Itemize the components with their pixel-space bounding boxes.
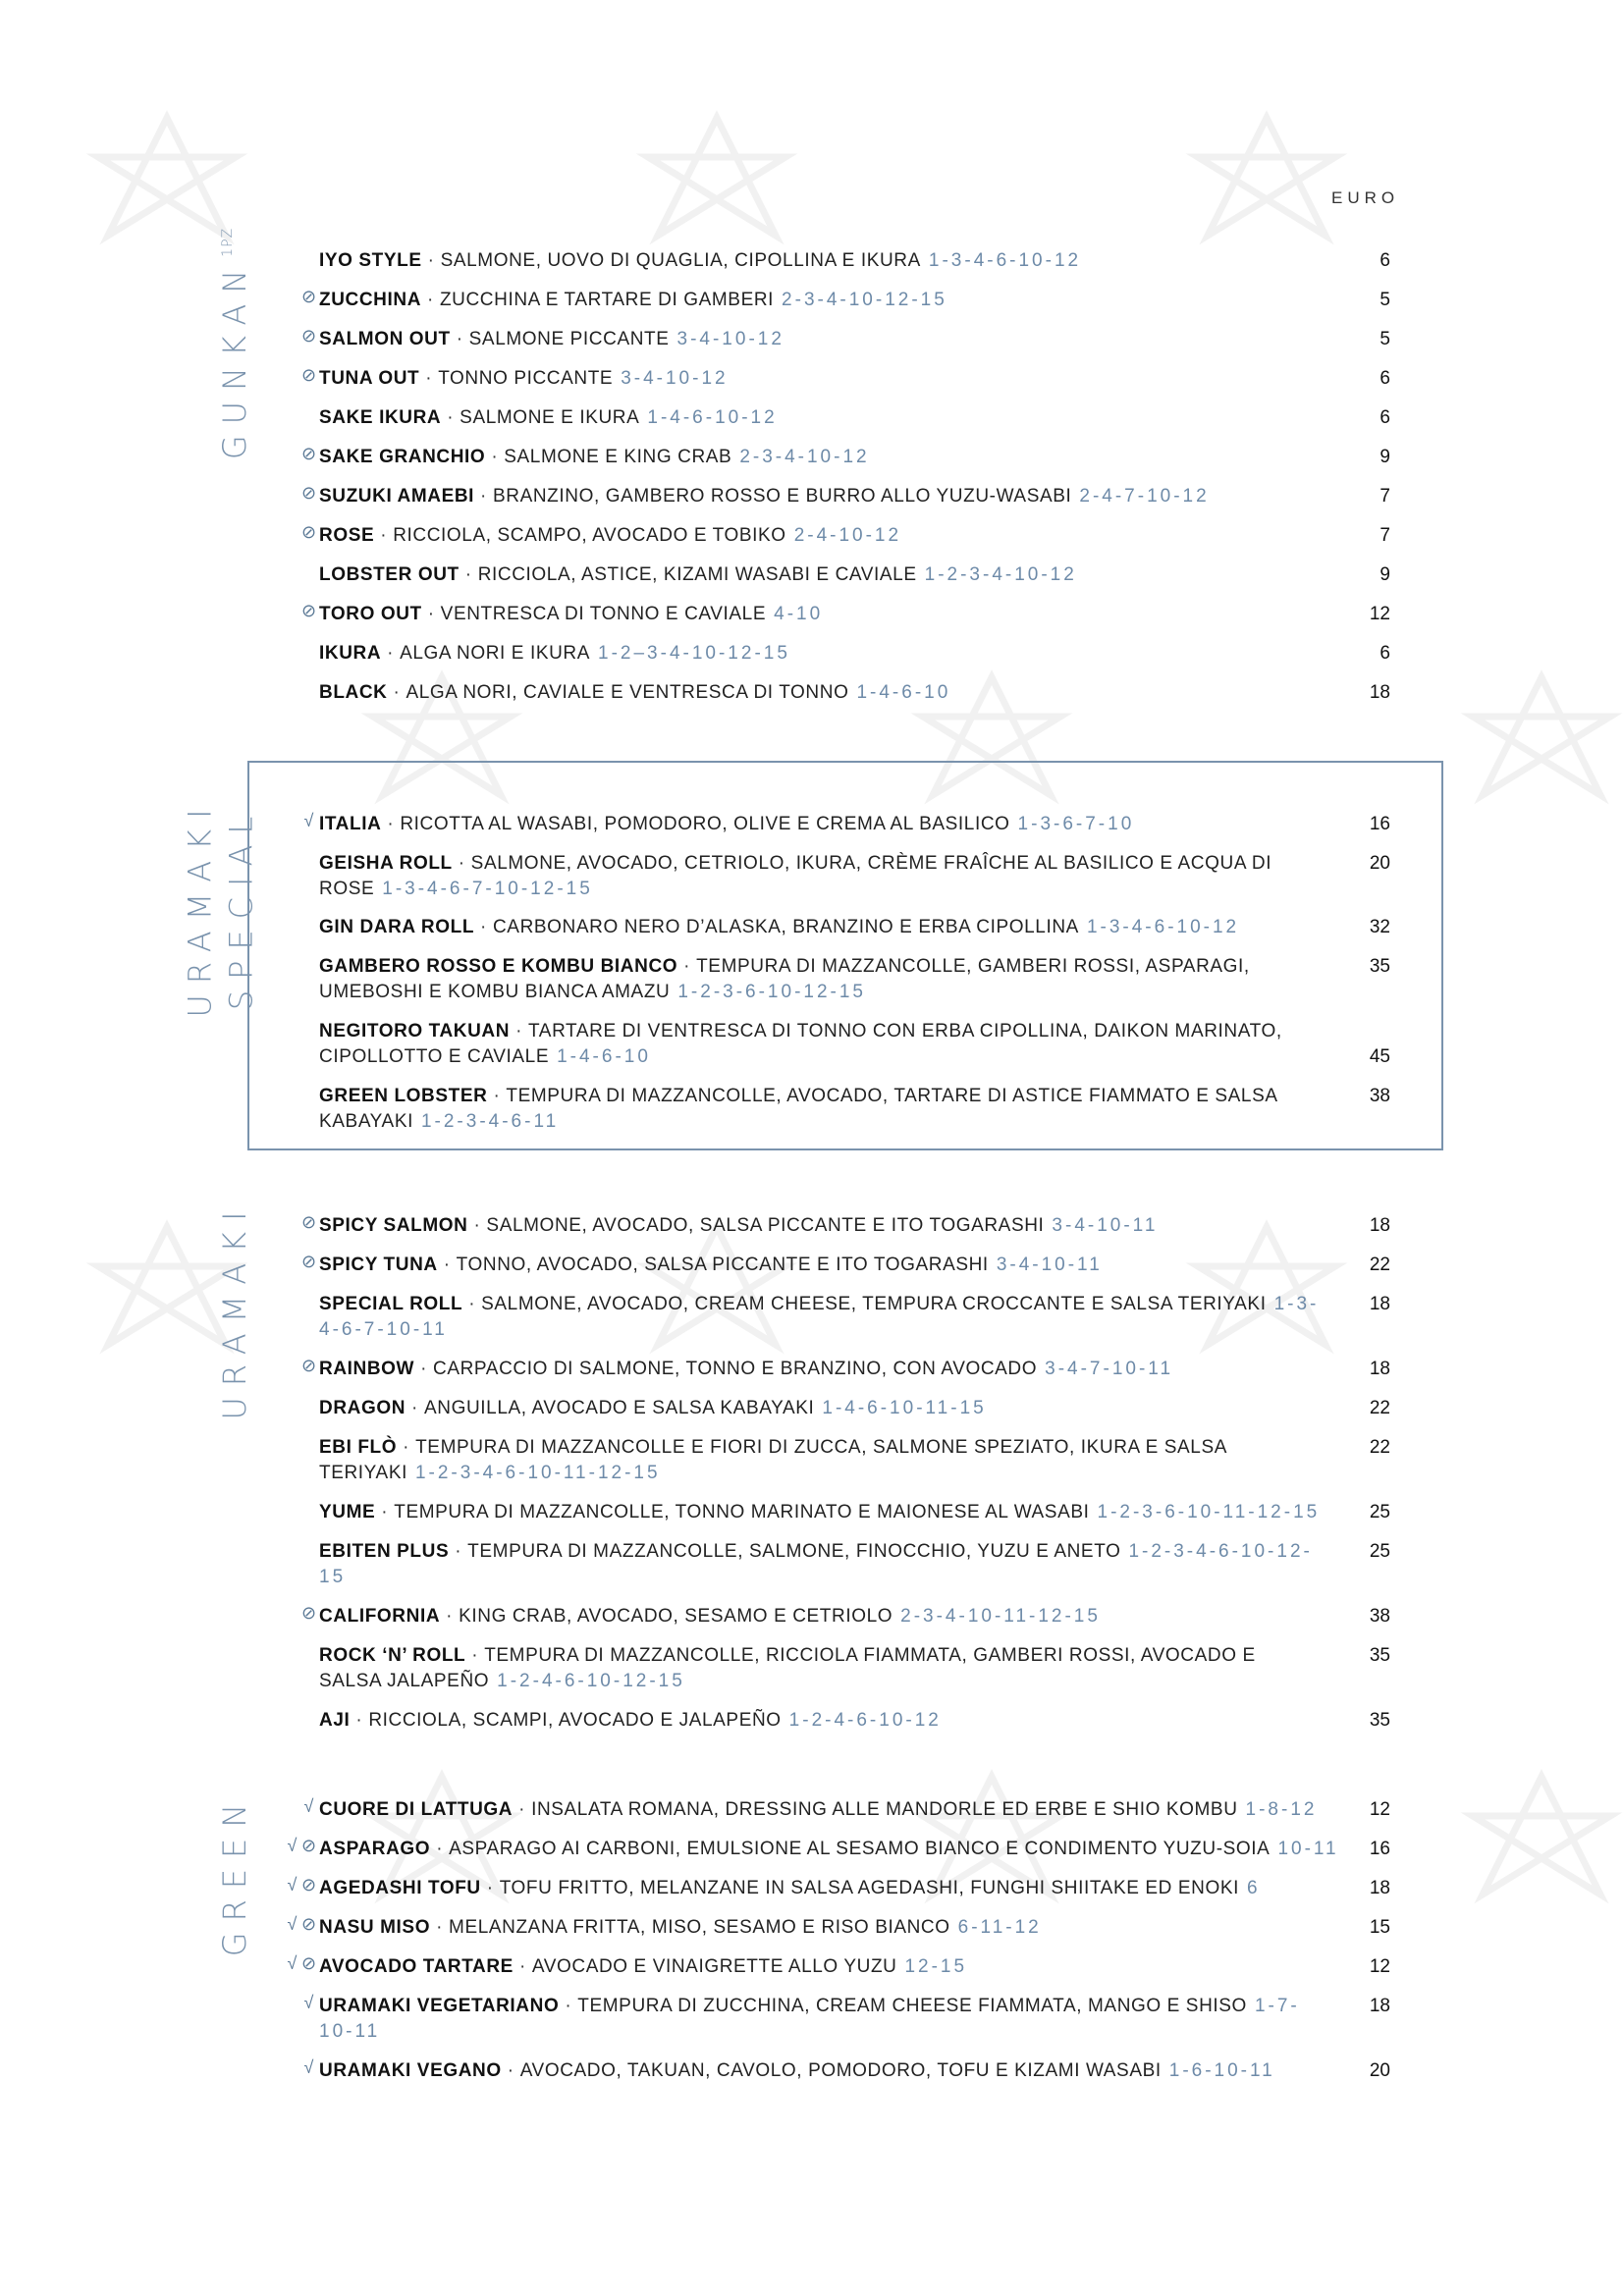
item-icons [301, 1356, 316, 1376]
item-description: INSALATA ROMANA, DRESSING ALLE MANDORLE ED ERBE E SHIO KOMBU [531, 1799, 1238, 1820]
item-allergens: 1-4-6-10-12 [647, 407, 778, 428]
no-gluten-icon: ⊘ [301, 483, 317, 503]
item-name: URAMAKI VEGETARIANO [319, 1996, 560, 2016]
watermark-logo-icon [648, 118, 785, 236]
item-name: ROCK ‘N’ ROLL [319, 1645, 466, 1666]
section-title: URAMAKI [216, 1201, 254, 1420]
item-icons [301, 1993, 316, 2013]
section-title-sup: 1PZ [220, 227, 237, 257]
item-icons [301, 1796, 316, 1817]
item-description: TONNO, AVOCADO, SALSA PICCANTE E ITO TOGARASHI [456, 1255, 989, 1275]
item-description: RICOTTA AL WASABI, POMODORO, OLIVE E CREMA AL BASILICO [400, 814, 1010, 834]
separator: · [447, 407, 455, 428]
item-price: 12 [1369, 1799, 1390, 1820]
no-gluten-icon: ⊘ [301, 1603, 317, 1623]
item-allergens: 1-2-4-6-10-12-15 [497, 1671, 685, 1691]
item-allergens: 10-11 [1277, 1839, 1339, 1859]
item-description: MELANZANA FRITTA, MISO, SESAMO E RISO BIANCO [449, 1917, 950, 1938]
item-price: 22 [1369, 1255, 1390, 1275]
item-text [319, 1915, 1340, 1941]
separator: · [411, 1398, 418, 1418]
currency-label: EURO [1331, 188, 1400, 207]
item-price: 18 [1369, 682, 1390, 703]
item-name: LOBSTER OUT [319, 564, 460, 585]
item-allergens: 1-2-3-4-6-11 [420, 1111, 560, 1132]
item-allergens: 3-4-7-10-11 [1045, 1359, 1174, 1379]
item-allergens: 1-6-10-11 [1168, 2060, 1275, 2081]
item-text [319, 1797, 1340, 1823]
item-description: TEMPURA DI ZUCCHINA, CREAM CHEESE FIAMMATA, MANGO E SHISO [577, 1996, 1247, 2016]
item-name: GREEN LOBSTER [319, 1086, 488, 1106]
item-price: 25 [1369, 1502, 1390, 1522]
item-price: 22 [1369, 1398, 1390, 1418]
item-name: GAMBERO ROSSO E KOMBU BIANCO [319, 956, 678, 977]
item-text [319, 915, 1340, 940]
item-price: 20 [1369, 2060, 1390, 2081]
watermark-logo-icon [1473, 1777, 1610, 1895]
item-text [319, 1500, 1340, 1525]
separator: · [380, 525, 388, 546]
item-icons [285, 1914, 316, 1935]
item-name: NASU MISO [319, 1917, 431, 1938]
separator: · [446, 1606, 454, 1627]
separator: · [420, 1359, 428, 1379]
separator: · [427, 604, 435, 624]
watermark-logo-icon [1198, 118, 1335, 236]
separator: · [436, 1839, 444, 1859]
separator: · [683, 956, 691, 977]
item-name: ZUCCHINA [319, 290, 422, 310]
watermark-logo-icon [98, 118, 236, 236]
no-gluten-icon: ⊘ [301, 1875, 317, 1895]
separator: · [381, 1502, 389, 1522]
item-allergens: 1-3-4-6-10-12 [1086, 917, 1240, 937]
no-gluten-icon: ⊘ [301, 1252, 317, 1271]
item-icons [285, 1836, 316, 1856]
item-icons [301, 287, 316, 307]
item-name: NEGITORO TAKUAN [319, 1021, 511, 1041]
item-text [319, 851, 1321, 902]
item-icons [301, 444, 316, 464]
item-text [319, 366, 1340, 392]
section-title: URAMAKI [181, 798, 219, 1018]
separator: · [436, 1917, 444, 1938]
item-description: SALMONE, AVOCADO, CETRIOLO, IKURA, CRÈME FRAÎCHE AL BASILICO E ACQUA DI ROSE [319, 853, 1272, 899]
item-allergens: 12-15 [904, 1956, 968, 1977]
item-price: 35 [1369, 1710, 1390, 1731]
item-price: 18 [1369, 1294, 1390, 1314]
item-allergens: 1-3-4-6-10-12 [928, 250, 1082, 271]
item-allergens: 3-4-10-12 [676, 329, 784, 349]
no-gluten-icon: ⊘ [301, 1914, 317, 1934]
item-description: TONNO PICCANTE [438, 368, 614, 389]
item-price: 7 [1380, 525, 1390, 546]
item-allergens: 2-3-4-10-12 [739, 447, 870, 467]
item-price: 35 [1369, 1645, 1390, 1666]
item-description: TEMPURA DI MAZZANCOLLE, TONNO MARINATO E MAIONESE AL WASABI [394, 1502, 1090, 1522]
item-allergens: 1-3-4-6-7-10-11 [319, 1294, 1320, 1340]
separator: · [486, 1878, 494, 1898]
item-description: RICCIOLA, SCAMPI, AVOCADO E JALAPEÑO [368, 1710, 782, 1731]
item-name: SAKE GRANCHIO [319, 447, 486, 467]
item-allergens: 2-4-7-10-12 [1079, 486, 1210, 507]
item-text [319, 288, 1340, 313]
item-price: 12 [1369, 1956, 1390, 1977]
separator: · [493, 1086, 501, 1106]
item-name: SPECIAL ROLL [319, 1294, 463, 1314]
vegetarian-icon: √ [303, 2057, 314, 2077]
no-gluten-icon: ⊘ [301, 1953, 317, 1973]
item-name: URAMAKI VEGANO [319, 2060, 502, 2081]
item-icons [301, 601, 316, 621]
vegetarian-icon: √ [303, 1796, 314, 1816]
separator: · [473, 1215, 481, 1236]
item-name: ASPARAGO [319, 1839, 431, 1859]
item-allergens: 1-4-6-10-11-15 [822, 1398, 987, 1418]
item-icons [301, 811, 316, 831]
separator: · [355, 1710, 363, 1731]
item-price: 18 [1369, 1359, 1390, 1379]
item-price: 16 [1369, 814, 1390, 834]
item-description: BRANZINO, GAMBERO ROSSO E BURRO ALLO YUZU-WASABI [492, 486, 1072, 507]
item-name: AGEDASHI TOFU [319, 1878, 481, 1898]
section-title: GREEN [216, 1792, 254, 1957]
item-allergens: 2-3-4-10-12-15 [782, 290, 947, 310]
item-text [319, 2058, 1340, 2084]
item-allergens: 1-2–3-4-10-12-15 [598, 643, 790, 664]
vegetarian-icon: √ [287, 1914, 298, 1934]
item-description: ASPARAGO AI CARBONI, EMULSIONE AL SESAMO BIANCO E CONDIMENTO YUZU-SOIA [449, 1839, 1271, 1859]
item-allergens: 1-2-3-4-6-10-11-12-15 [414, 1463, 661, 1483]
item-name: DRAGON [319, 1398, 406, 1418]
separator: · [491, 447, 499, 467]
item-price: 32 [1369, 917, 1390, 937]
item-description: TEMPURA DI MAZZANCOLLE, AVOCADO, TARTARE DI ASTICE FIAMMATO E SALSA KABAYAKI [319, 1086, 1277, 1132]
item-text [319, 1954, 1340, 1980]
no-gluten-icon: ⊘ [301, 365, 317, 385]
item-text [319, 327, 1340, 352]
item-icons [301, 2057, 316, 2078]
item-text [319, 1643, 1321, 1694]
item-text [319, 1213, 1340, 1239]
item-name: AVOCADO TARTARE [319, 1956, 514, 1977]
item-text [319, 1994, 1321, 2045]
no-gluten-icon: ⊘ [301, 287, 317, 306]
item-description: AVOCADO E VINAIGRETTE ALLO YUZU [531, 1956, 897, 1977]
item-text [319, 812, 1340, 837]
item-price: 45 [1369, 1046, 1390, 1067]
item-description: CARPACCIO DI SALMONE, TONNO E BRANZINO, CON AVOCADO [433, 1359, 1038, 1379]
item-allergens: 1-2-3-6-10-11-12-15 [1097, 1502, 1321, 1522]
separator: · [427, 290, 434, 310]
item-name: GIN DARA ROLL [319, 917, 475, 937]
separator: · [468, 1294, 476, 1314]
item-price: 20 [1369, 853, 1390, 874]
item-text [319, 1435, 1321, 1486]
item-price: 38 [1369, 1606, 1390, 1627]
item-price: 18 [1369, 1996, 1390, 2016]
item-allergens: 1-2-3-6-10-12-15 [677, 982, 866, 1002]
item-description: CARBONARO NERO D’ALASKA, BRANZINO E ERBA CIPOLLINA [492, 917, 1079, 937]
separator: · [480, 917, 487, 937]
item-text [319, 1837, 1340, 1862]
separator: · [518, 1799, 526, 1820]
item-icons [301, 522, 316, 543]
item-text [319, 1708, 1340, 1734]
item-text [319, 445, 1340, 470]
item-price: 15 [1369, 1917, 1390, 1938]
separator: · [387, 643, 395, 664]
item-price: 18 [1369, 1878, 1390, 1898]
item-description: AVOCADO, TAKUAN, CAVOLO, POMODORO, TOFU E KIZAMI WASABI [519, 2060, 1162, 2081]
item-allergens: 1-2-4-6-10-12 [788, 1710, 942, 1731]
separator: · [464, 564, 472, 585]
item-price: 6 [1380, 368, 1390, 389]
item-description: TARTARE DI VENTRESCA DI TONNO CON ERBA CIPOLLINA, DAIKON MARINATO, CIPOLLOTTO E CAVIALE [319, 1021, 1282, 1067]
item-price: 38 [1369, 1086, 1390, 1106]
separator: · [480, 486, 487, 507]
item-description: KING CRAB, AVOCADO, SESAMO E CETRIOLO [459, 1606, 893, 1627]
item-text [319, 1539, 1321, 1590]
no-gluten-icon: ⊘ [301, 601, 317, 620]
vegetarian-icon: √ [303, 1993, 314, 2012]
item-description: TEMPURA DI MAZZANCOLLE, RICCIOLA FIAMMATA, GAMBERI ROSSI, AVOCADO E SALSA JALAPEÑO [319, 1645, 1256, 1691]
item-text [319, 641, 1340, 667]
item-description: SALMONE E IKURA [460, 407, 640, 428]
separator: · [443, 1255, 451, 1275]
item-description: SALMONE PICCANTE [468, 329, 670, 349]
item-text [319, 248, 1340, 274]
item-text [319, 1253, 1340, 1278]
item-name: ITALIA [319, 814, 382, 834]
item-text [319, 1084, 1321, 1135]
separator: · [471, 1645, 479, 1666]
separator: · [507, 2060, 514, 2081]
item-allergens: 1-3-4-6-7-10-12-15 [382, 879, 593, 899]
vegetarian-icon: √ [287, 1875, 298, 1895]
separator: · [427, 250, 435, 271]
item-price: 5 [1380, 329, 1390, 349]
item-description: SALMONE, UOVO DI QUAGLIA, CIPOLLINA E IKURA [440, 250, 921, 271]
item-text [319, 680, 1340, 706]
item-allergens: 2-3-4-10-11-12-15 [900, 1606, 1101, 1627]
item-description: RICCIOLA, SCAMPO, AVOCADO E TOBIKO [393, 525, 786, 546]
no-gluten-icon: ⊘ [301, 326, 317, 346]
item-icons [301, 483, 316, 504]
item-icons [301, 1212, 316, 1233]
no-gluten-icon: ⊘ [301, 522, 317, 542]
item-text [319, 523, 1340, 549]
separator: · [565, 1996, 572, 2016]
item-price: 22 [1369, 1437, 1390, 1458]
item-icons [301, 326, 316, 347]
item-price: 18 [1369, 1215, 1390, 1236]
item-name: SAKE IKURA [319, 407, 442, 428]
item-price: 5 [1380, 290, 1390, 310]
item-name: TUNA OUT [319, 368, 420, 389]
item-name: SPICY SALMON [319, 1215, 468, 1236]
item-allergens: 1-7-10-11 [319, 1996, 1300, 2042]
item-price: 6 [1380, 407, 1390, 428]
item-description: TEMPURA DI MAZZANCOLLE E FIORI DI ZUCCA, SALMONE SPEZIATO, IKURA E SALSA TERIYAKI [319, 1437, 1226, 1483]
item-price: 9 [1380, 564, 1390, 585]
separator: · [425, 368, 433, 389]
item-name: BLACK [319, 682, 388, 703]
item-allergens: 1-4-6-10 [856, 682, 951, 703]
item-icons [285, 1875, 316, 1896]
separator: · [387, 814, 395, 834]
item-allergens: 4-10 [774, 604, 824, 624]
item-allergens: 1-2-3-4-6-10-12-15 [319, 1541, 1313, 1587]
item-allergens: 6-11-12 [957, 1917, 1042, 1938]
item-price: 25 [1369, 1541, 1390, 1562]
item-name: CUORE DI LATTUGA [319, 1799, 514, 1820]
item-text [319, 1357, 1340, 1382]
item-description: ZUCCHINA E TARTARE DI GAMBERI [439, 290, 775, 310]
item-allergens: 6 [1246, 1878, 1261, 1898]
no-gluten-icon: ⊘ [301, 1212, 317, 1232]
separator: · [393, 682, 401, 703]
watermark-logo-icon [1473, 677, 1610, 795]
item-name: SALMON OUT [319, 329, 451, 349]
item-text [319, 1604, 1340, 1629]
item-text [319, 1292, 1321, 1343]
no-gluten-icon: ⊘ [301, 444, 317, 463]
item-text [319, 1876, 1340, 1901]
item-text [319, 1396, 1340, 1421]
item-name: SPICY TUNA [319, 1255, 438, 1275]
item-allergens: 1-4-6-10 [557, 1046, 651, 1067]
item-name: AJI [319, 1710, 351, 1731]
item-icons [301, 1603, 316, 1624]
vegetarian-icon: √ [287, 1953, 298, 1973]
item-price: 6 [1380, 250, 1390, 271]
separator: · [403, 1437, 410, 1458]
item-name: EBI FLÒ [319, 1437, 398, 1458]
item-description: TEMPURA DI MAZZANCOLLE, GAMBERI ROSSI, ASPARAGI, UMEBOSHI E KOMBU BIANCA AMAZU [319, 956, 1250, 1002]
item-allergens: 1-2-3-4-10-12 [924, 564, 1077, 585]
item-description: ANGUILLA, AVOCADO E SALSA KABAYAKI [423, 1398, 815, 1418]
item-text [319, 484, 1340, 509]
item-description: SALMONE, AVOCADO, SALSA PICCANTE E ITO TOGARASHI [486, 1215, 1045, 1236]
item-name: TORO OUT [319, 604, 422, 624]
item-name: IKURA [319, 643, 382, 664]
separator: · [455, 1541, 462, 1562]
vegetarian-icon: √ [287, 1836, 298, 1855]
section-title-line2: SPECIAL [222, 805, 259, 1011]
item-price: 12 [1369, 604, 1390, 624]
vegetarian-icon: √ [303, 811, 314, 830]
item-description: VENTRESCA DI TONNO E CAVIALE [440, 604, 767, 624]
item-description: TOFU FRITTO, MELANZANE IN SALSA AGEDASHI, FUNGHI SHIITAKE ED ENOKI [499, 1878, 1239, 1898]
item-allergens: 3-4-10-11 [996, 1255, 1103, 1275]
item-name: EBITEN PLUS [319, 1541, 450, 1562]
item-description: SALMONE, AVOCADO, CREAM CHEESE, TEMPURA CROCCANTE E SALSA TERIYAKI [481, 1294, 1267, 1314]
separator: · [518, 1956, 526, 1977]
item-name: RAINBOW [319, 1359, 415, 1379]
item-text [319, 954, 1321, 1005]
item-description: TEMPURA DI MAZZANCOLLE, SALMONE, FINOCCHIO, YUZU E ANETO [467, 1541, 1121, 1562]
item-name: GEISHA ROLL [319, 853, 453, 874]
item-description: RICCIOLA, ASTICE, KIZAMI WASABI E CAVIALE [477, 564, 917, 585]
separator: · [515, 1021, 523, 1041]
section-title: GUNKAN [216, 258, 254, 460]
item-name: CALIFORNIA [319, 1606, 441, 1627]
item-icons [285, 1953, 316, 1974]
item-allergens: 1-8-12 [1245, 1799, 1318, 1820]
item-allergens: 1-3-6-7-10 [1017, 814, 1135, 834]
item-price: 9 [1380, 447, 1390, 467]
item-text [319, 1019, 1321, 1070]
item-price: 16 [1369, 1839, 1390, 1859]
item-icons [301, 365, 316, 386]
item-allergens: 3-4-10-12 [621, 368, 729, 389]
item-allergens: 3-4-10-11 [1052, 1215, 1159, 1236]
item-price: 6 [1380, 643, 1390, 664]
item-text [319, 562, 1340, 588]
item-allergens: 2-4-10-12 [793, 525, 902, 546]
item-text [319, 602, 1340, 627]
item-description: ALGA NORI, CAVIALE E VENTRESCA DI TONNO [406, 682, 849, 703]
separator: · [458, 853, 465, 874]
item-description: ALGA NORI E IKURA [400, 643, 591, 664]
separator: · [456, 329, 463, 349]
item-name: IYO STYLE [319, 250, 422, 271]
no-gluten-icon: ⊘ [301, 1836, 317, 1855]
item-icons [301, 1252, 316, 1272]
no-gluten-icon: ⊘ [301, 1356, 317, 1375]
item-text [319, 405, 1340, 431]
item-name: ROSE [319, 525, 375, 546]
item-price: 7 [1380, 486, 1390, 507]
item-price: 35 [1369, 956, 1390, 977]
item-name: SUZUKI AMAEBI [319, 486, 475, 507]
item-name: YUME [319, 1502, 376, 1522]
item-description: SALMONE E KING CRAB [504, 447, 732, 467]
